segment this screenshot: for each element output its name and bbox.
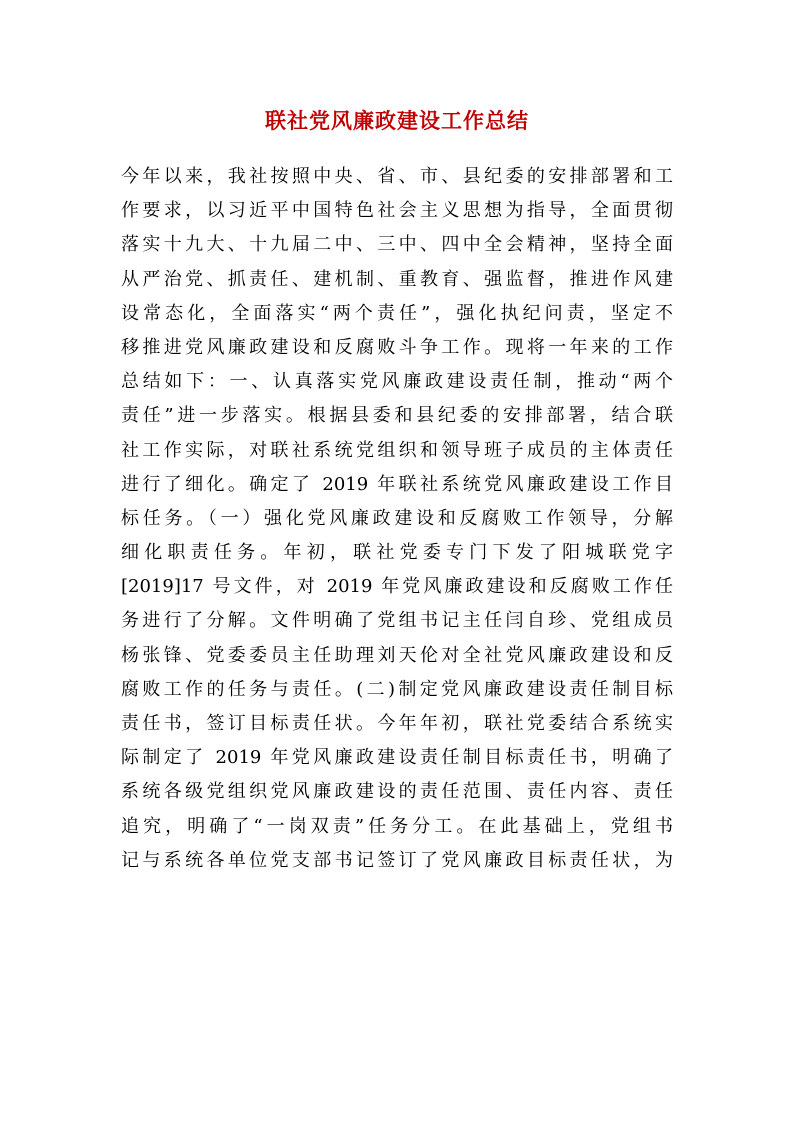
body-line: 落实十九大、十九届二中、三中、四中全会精神，坚持全面: [121, 234, 673, 256]
body-line: 责任”进一步落实。根据县委和县纪委的安排部署，结合联: [121, 405, 673, 427]
document-body: [121, 160, 673, 878]
body-line: 系统各级党组织党风廉政建设的责任范围、责任内容、责任: [121, 781, 673, 803]
body-line: 杨张锋、党委委员主任助理刘天伦对全社党风廉政建设和反: [121, 644, 673, 666]
body-line: 总结如下：一、认真落实党风廉政建设责任制，推动“两个: [121, 371, 673, 393]
body-line: 记与系统各单位党支部书记签订了党风廉政目标责任状，为: [121, 849, 673, 871]
body-line: 追究，明确了“一岗双责”任务分工。在此基础上，党组书: [121, 815, 673, 837]
document-title: 联社党风廉政建设工作总结: [265, 108, 529, 133]
body-line: 社工作实际，对联社系统党组织和领导班子成员的主体责任: [121, 439, 673, 461]
body-line: 进行了细化。确定了 2019 年联社系统党风廉政建设工作目: [121, 473, 673, 495]
body-line: 移推进党风廉政建设和反腐败斗争工作。现将一年来的工作: [121, 336, 673, 358]
body-line: 从严治党、抓责任、建机制、重教育、强监督，推进作风建: [121, 268, 673, 290]
body-line: 设常态化，全面落实“两个责任”，强化执纪问责，坚定不: [121, 302, 673, 324]
body-line: 腐败工作的任务与责任。(二)制定党风廉政建设责任制目标: [121, 678, 673, 700]
body-line: 责任书，签订目标责任状。今年年初，联社党委结合系统实: [121, 713, 673, 734]
body-line: 今年以来，我社按照中央、省、市、县纪委的安排部署和工: [121, 166, 673, 187]
body-line: 务进行了分解。文件明确了党组书记主任闫自珍、党组成员: [121, 610, 673, 632]
body-line: 细化职责任务。年初，联社党委专门下发了阳城联党字: [121, 542, 673, 564]
body-line: 作要求，以习近平中国特色社会主义思想为指导，全面贯彻: [121, 200, 673, 222]
body-line: [2019]17 号文件，对 2019 年党风廉政建设和反腐败工作任: [121, 576, 673, 598]
body-line: 标任务。（一）强化党风廉政建设和反腐败工作领导，分解: [121, 507, 673, 529]
body-line: 际制定了 2019 年党风廉政建设责任制目标责任书，明确了: [121, 747, 673, 769]
